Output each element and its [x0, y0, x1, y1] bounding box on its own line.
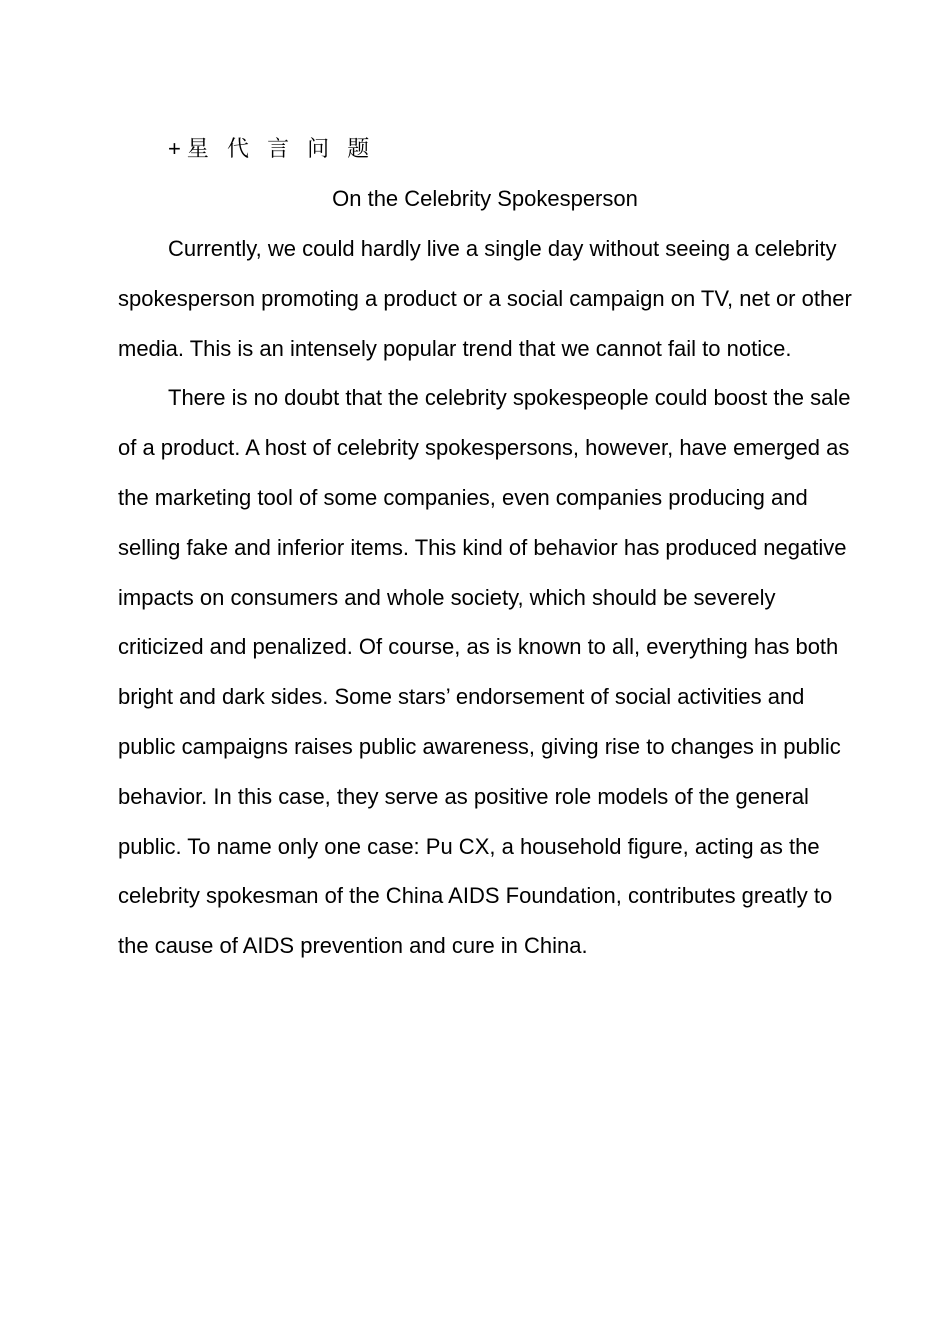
- paragraph-1: Currently, we could hardly live a single day without seeing a celebrity spokesperson promoting a product or a social campaign on TV, net or other media. This is an intensely popular trend that we cannot fail to notice.: [118, 236, 852, 361]
- document-body: [118, 224, 858, 971]
- chinese-heading: +星 代 言 问 题: [168, 136, 376, 161]
- document-title: On the Celebrity Spokesperson: [332, 186, 638, 211]
- paragraph-2: There is no doubt that the celebrity spokespeople could boost the sale of a product. A host of celebrity spokespersons, however, have emerged as the marketing tool of some companies, even companies producing and selling fake and inferior items. This kind of behavior has produced negative impacts on consumers and whole society, which should be severely criticized and penalized. Of course, as is known to all, everything has both bright and dark sides. Some stars’ endorsement of social activities and public campaigns raises public awareness, giving rise to changes in public behavior. In this case, they serve as positive role models of the general public. To name only one case: Pu CX, a household figure, acting as the celebrity spokesman of the China AIDS Foundation, contributes greatly to the cause of AIDS prevention and cure in China.: [118, 385, 851, 959]
